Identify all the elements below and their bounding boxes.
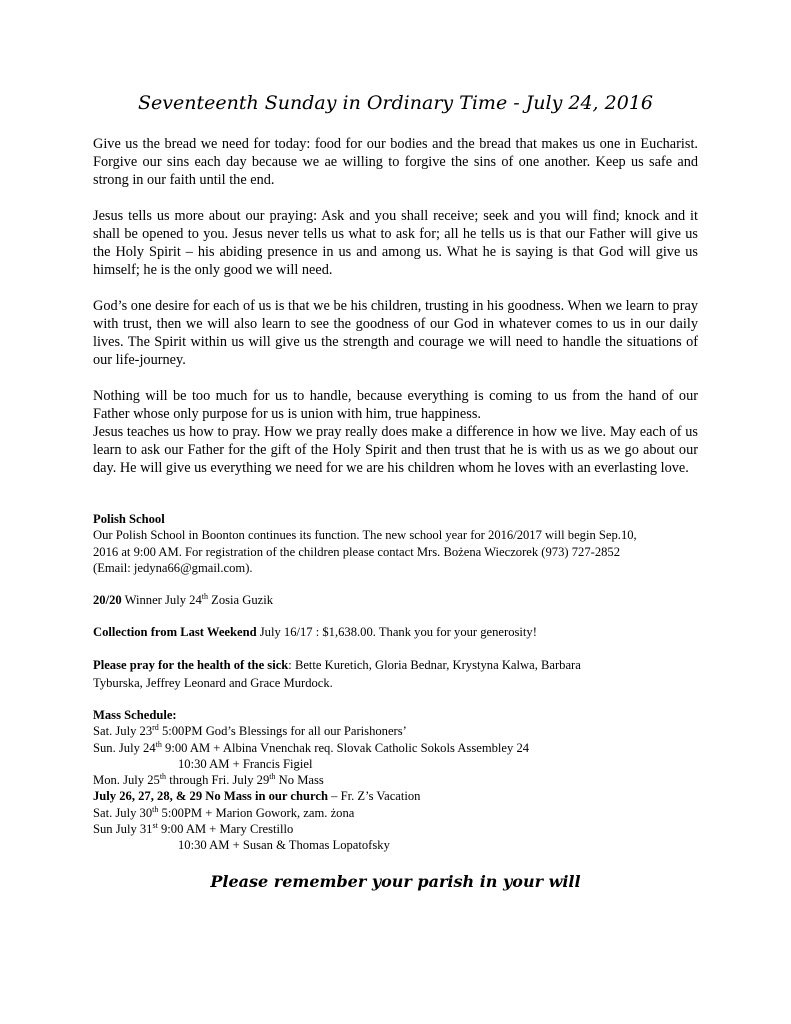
sick-section [93, 657, 703, 692]
winner-label: 20/20 [93, 593, 122, 607]
mass-entry: Sat. July 30th 5:00PM + Marion Gowork, zam. żona [93, 804, 355, 820]
collection-label: Collection from Last Weekend [93, 625, 257, 639]
polish-school-section [93, 511, 703, 576]
mass-entry: Sun. July 24th 9:00 AM + Albina Vnenchak req. Slovak Catholic Sokols Assembley 24 [93, 739, 530, 755]
paragraph-prayer: Give us the bread we need for today: food for our bodies and the bread that makes us one in Eucharist. Forgive our sins each day because we ae willing to forgive the sins of one another. Keep us safe and strong in our faith until the end. [93, 136, 698, 188]
paragraph-nothing: Nothing will be too much for us to handle, because everything is coming to us from the hand of our Father whose only purpose for us is union with him, true happiness. [93, 388, 698, 422]
winner-line [93, 592, 703, 608]
paragraph-trust: God’s one desire for each of us is that we be his children, trusting in his goodness. When we learn to pray with trust, then we will also learn to see the goodness of our God in whatever comes to us in our daily lives. The Spirit within us will give us the strength and courage we will need to handle the situations of our life-journey. [93, 298, 698, 368]
sick-label: Please pray for the health of the sick [93, 658, 289, 672]
collection-text: July 16/17 : $1,638.00. Thank you for your generosity! [256, 625, 537, 639]
mass-schedule [93, 707, 703, 854]
polish-school-line: Our Polish School in Boonton continues its function. The new school year for 2016/2017 will begin Sep.10, [93, 528, 637, 543]
polish-school-email: (Email: jedyna66@gmail.com). [93, 560, 253, 575]
mass-entry: Mon. July 25th through Fri. July 29th No Mass [93, 772, 324, 788]
mass-entry: 10:30 AM + Susan & Thomas Lopatofsky [178, 838, 390, 853]
mass-entry: Sat. July 23rd 5:00PM God’s Blessings for all our Parishoners’ [93, 723, 407, 739]
collection-line [93, 624, 703, 640]
footer-note: Please remember your parish in your will [210, 872, 581, 891]
sick-names: Tyburska, Jeffrey Leonard and Grace Murdock. [93, 676, 333, 691]
winner-text: Winner July 24 [121, 593, 202, 607]
polish-school-heading: Polish School [93, 512, 165, 526]
polish-school-line: 2016 at 9:00 AM. For registration of the children please contact Mrs. Bożena Wieczorek (973) 727-2852 [93, 544, 621, 559]
winner-name: Zosia Guzik [208, 593, 274, 607]
mass-entry: 10:30 AM + Francis Figiel [178, 756, 313, 771]
page-title: Seventeenth Sunday in Ordinary Time - July 24, 2016 [138, 92, 653, 114]
mass-schedule-heading: Mass Schedule: [93, 708, 177, 722]
paragraph-teaches: Jesus teaches us how to pray. How we pray really does make a difference in how we live. May each of us learn to ask our Father for the gift of the Holy Spirit and then trust that he is with us as we go about our day. He will give us everything we need for we are his children whom he loves with an everlasting love. [93, 424, 698, 476]
paragraph-ask: Jesus tells us more about our praying: Ask and you shall receive; seek and you will find; knock and it shall be opened to you. Jesus never tells us what to ask for; all he tells us is that our Father will give us the Holy Spirit – his abiding presence in us and among us. What he is saying is that God will give us himself; he is the only good we will need. [93, 208, 698, 278]
mass-entry: July 26, 27, 28, & 29 No Mass in our church – Fr. Z’s Vacation [93, 789, 421, 804]
mass-entry: Sun July 31st 9:00 AM + Mary Crestillo [93, 820, 294, 837]
sick-names: : Bette Kuretich, Gloria Bednar, Krystyna Kalwa, Barbara [288, 658, 581, 672]
ordinal-suffix: th [201, 591, 208, 601]
